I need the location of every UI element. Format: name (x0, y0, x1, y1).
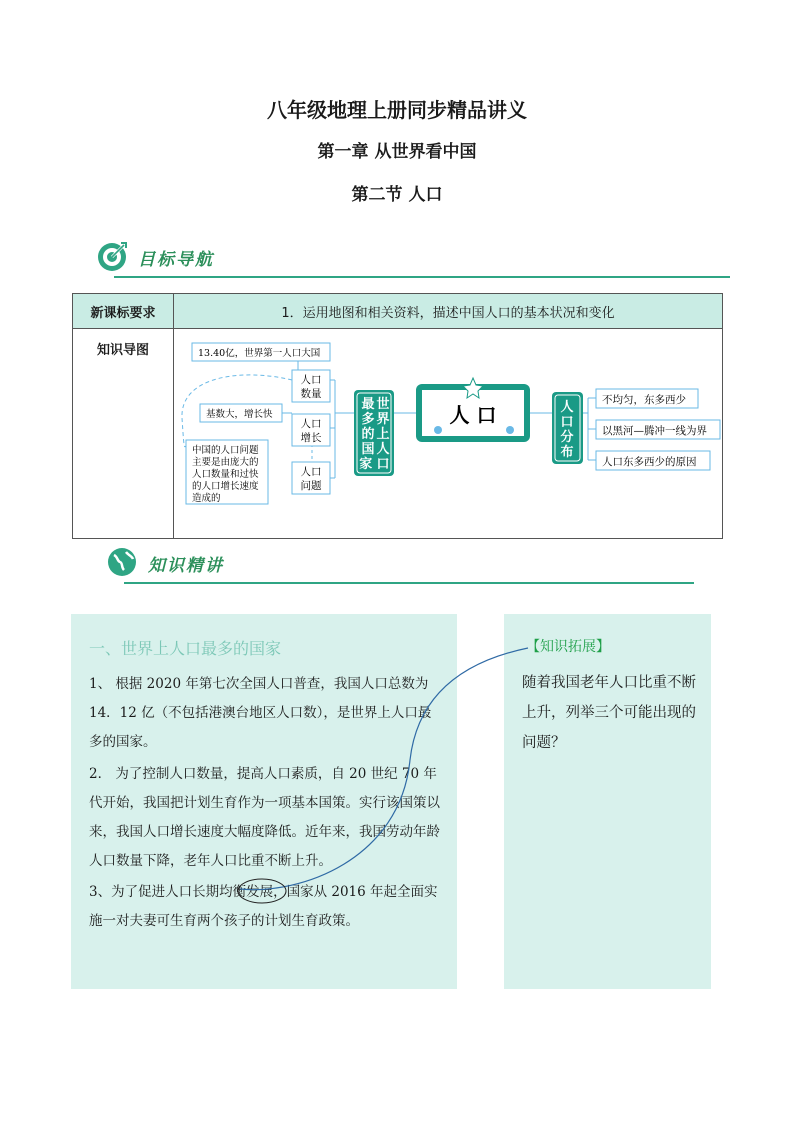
main-heading: 一、世界上人口最多的国家 (89, 639, 282, 658)
svg-text:中国的人口问题 主要是由庞大的 人口: 中国的人口问题 主要是由庞大的 人口数量和过快 的人口增长速度 造成的 (192, 445, 259, 504)
side-body: 随着我国老年人口比重不断上升，列举三个可能出现的问题？ (522, 675, 696, 751)
knowledge-section-label: 知识精讲 (148, 556, 224, 576)
goal-navigation-label: 目标导航 (138, 250, 214, 270)
mindmap-item-population-problem (292, 462, 330, 494)
header-divider (114, 276, 730, 278)
svg-text:增长: 增长 (300, 432, 322, 444)
svg-text:人口东多西少的原因: 人口东多西少的原因 (602, 456, 697, 468)
mindmap-item-population-growth (292, 414, 330, 446)
mindmap-right-branch (552, 392, 583, 464)
svg-text:基数大，增长快: 基数大，增长快 (206, 409, 273, 420)
svg-text:人口: 人口 (300, 466, 322, 478)
section-title: 第二节 人口 (351, 185, 443, 205)
paragraph-3: 3、为了促进人口长期均衡发展，国家从 2016 年起全面实施一对夫妻可生育两个孩子的计划生育政策。 (89, 884, 438, 929)
mindmap-note-population-count (192, 343, 330, 361)
mindmap-center (416, 378, 530, 442)
knowledge-mindmap (172, 328, 723, 525)
svg-text:人口: 人口 (300, 418, 322, 430)
svg-text:13.40亿，世界第一人口大国: 13.40亿，世界第一人口大国 (198, 348, 321, 359)
requirement-key: 新课标要求 (73, 294, 174, 329)
requirement-text: 1．运用地图和相关资料，描述中国人口的基本状况和变化 (174, 294, 723, 329)
svg-text:人口分布: 人口分布 (560, 400, 574, 460)
side-title: 【知识拓展】 (526, 639, 610, 655)
mindmap-right-item-heihe-tengchong (596, 420, 720, 439)
svg-text:数量: 数量 (300, 388, 322, 400)
svg-text:不均匀，东多西少: 不均匀，东多西少 (602, 394, 686, 406)
svg-text:问题: 问题 (300, 480, 322, 492)
svg-text:人口: 人口 (300, 374, 322, 386)
paragraph-1: 1、 根据 2020 年第七次全国人口普查，我国人口总数为 14．12 亿（不包括港澳台地区人口数），是世界上人口最多的国家。 (89, 676, 432, 750)
main-content-box (71, 614, 457, 989)
knowledge-section-header (96, 546, 730, 586)
document-title: 八年级地理上册同步精品讲义 (267, 98, 527, 122)
side-extension-box (504, 614, 711, 989)
svg-text:人 口: 人 口 (449, 403, 497, 427)
header-divider (124, 582, 694, 584)
mindmap-right-item-uneven (596, 389, 698, 408)
mindmap-note-growth (200, 404, 282, 422)
mindmap-note-problem (186, 440, 268, 504)
goal-navigation-header (96, 240, 730, 280)
mindmap-right-item-reasons (596, 451, 710, 470)
svg-text:最多的国家 世界上人口: 最多的国家 世界上人口 (359, 397, 390, 472)
mindmap-key: 知识导图 (73, 329, 174, 539)
chapter-title: 第一章 从世界看中国 (317, 142, 477, 162)
target-arrow-icon (96, 240, 128, 272)
mindmap-left-branch (354, 390, 394, 476)
mindmap-item-population-count (292, 370, 330, 402)
svg-text:以黑河—腾冲一线为界: 以黑河—腾冲一线为界 (602, 425, 707, 437)
paragraph-2: 2． 为了控制人口数量，提高人口素质，自 20 世纪 70 年代开始，我国把计划生育作为一项基本国策。实行该国策以来，我国人口增长速度大幅度降低。近年来，我国劳动年龄人口数量下降，老年人口比重不断上升。 (89, 766, 440, 869)
globe-icon (106, 546, 138, 578)
